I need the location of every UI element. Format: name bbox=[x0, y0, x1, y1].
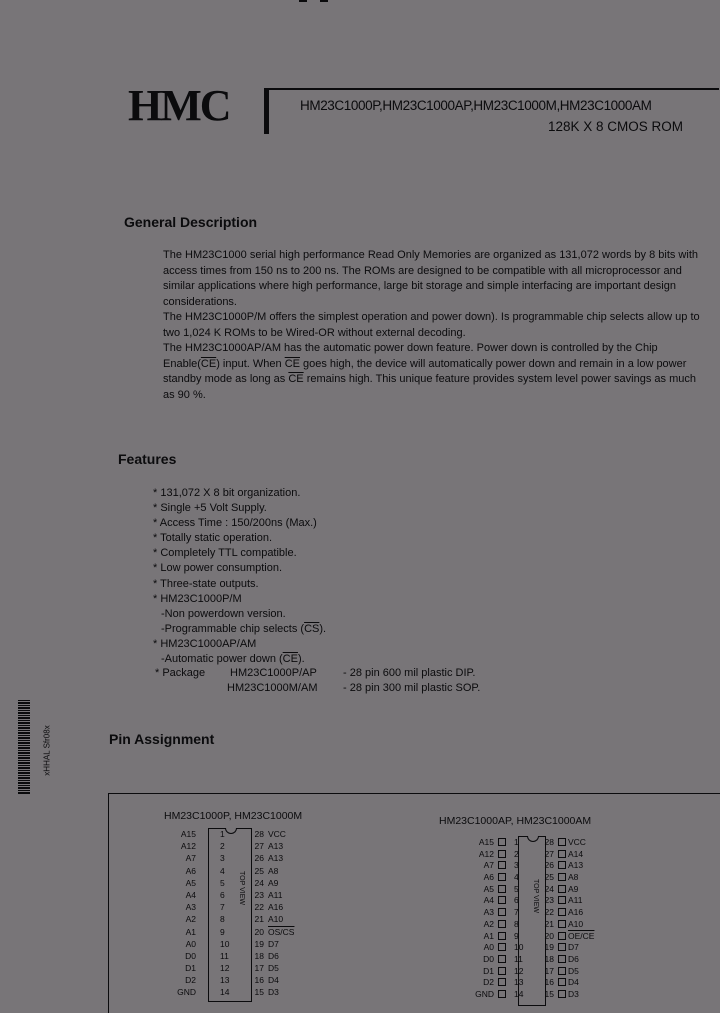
top-view-label: TOP VIEW bbox=[532, 879, 539, 913]
pin-number: 10 bbox=[514, 942, 524, 953]
pin-name: A16 bbox=[268, 902, 284, 913]
pin-number: 11 bbox=[514, 953, 523, 964]
pin-number: 27 bbox=[254, 841, 264, 852]
pin-name: A2 bbox=[185, 914, 196, 925]
ce-signal: $\overline{CE}$ bbox=[282, 653, 298, 666]
pin-number: 22 bbox=[254, 902, 264, 913]
pin-name: D0 bbox=[185, 950, 196, 961]
pin-name: GND bbox=[177, 987, 196, 998]
pin-pad bbox=[498, 943, 506, 951]
top-view-label: TOP VIEW bbox=[238, 871, 245, 905]
scan-mark-top bbox=[299, 0, 307, 2]
pin-number: 24 bbox=[254, 877, 264, 888]
pin-pad bbox=[558, 908, 566, 916]
pin-name: A12 bbox=[180, 841, 196, 852]
pin-pad bbox=[558, 885, 566, 893]
pin-pad bbox=[558, 990, 566, 998]
pin-number: 7 bbox=[220, 902, 225, 913]
pin-number: 26 bbox=[254, 853, 264, 864]
feature-subitem bbox=[153, 622, 326, 637]
feature-subitem-text: -Automatic power down ( bbox=[161, 653, 283, 666]
pin-pad bbox=[498, 967, 506, 975]
pin-number: 4 bbox=[220, 865, 225, 876]
pin-pad bbox=[558, 896, 566, 904]
pin-pad bbox=[498, 885, 506, 893]
pin-pad bbox=[498, 932, 506, 940]
feature-item: * HM23C1000AP/AM bbox=[153, 637, 257, 650]
pin-pad bbox=[498, 896, 506, 904]
pin-pad bbox=[558, 967, 566, 975]
pin-name: A3 bbox=[483, 907, 494, 918]
pin-number: 4 bbox=[514, 872, 519, 883]
pin-pad bbox=[558, 850, 566, 858]
pin-name: A8 bbox=[568, 872, 579, 883]
close-paren: ). bbox=[319, 622, 327, 635]
pin-pad bbox=[498, 838, 506, 846]
package-model: HM23C1000M/AM bbox=[227, 682, 318, 694]
pin-name: OS/CS bbox=[268, 926, 295, 937]
description-paragraph-3 bbox=[163, 341, 703, 403]
pin-number: 5 bbox=[220, 877, 225, 888]
pin-number: 7 bbox=[514, 907, 519, 918]
pin-number: 13 bbox=[220, 975, 230, 986]
pin-number: 15 bbox=[254, 987, 264, 998]
features-heading: Features bbox=[118, 451, 177, 467]
pin-name: D6 bbox=[268, 950, 279, 961]
pin-number: 9 bbox=[220, 926, 225, 937]
pin-name: D2 bbox=[483, 977, 494, 988]
chip-notch bbox=[527, 836, 539, 842]
pin-name: D5 bbox=[268, 963, 279, 974]
pin-number: 13 bbox=[514, 977, 524, 988]
package-label: * Package bbox=[155, 667, 206, 679]
pin-number: 14 bbox=[514, 988, 524, 999]
pin-number: 25 bbox=[254, 865, 264, 876]
pin-name: D3 bbox=[268, 987, 279, 998]
pin-name: GND bbox=[475, 988, 494, 999]
pin-number: 20 bbox=[544, 930, 554, 941]
pin-number: 19 bbox=[254, 938, 264, 949]
pin-pad bbox=[558, 920, 566, 928]
pin-number: 23 bbox=[254, 889, 264, 900]
feature-item: * Access Time : 150/200ns (Max.) bbox=[153, 517, 317, 530]
feature-item: * 131,072 X 8 bit organization. bbox=[153, 487, 301, 499]
pin-number: 11 bbox=[220, 950, 229, 961]
desc-p3-part-b: ) input. When bbox=[216, 357, 285, 370]
pin-number: 3 bbox=[514, 860, 519, 871]
pin-pad bbox=[558, 861, 566, 869]
pin-name: OE/CE bbox=[568, 930, 595, 941]
ce-signal-3: $\overline{CE}$ bbox=[288, 373, 304, 385]
pin-name: A0 bbox=[483, 942, 494, 953]
package-model: HM23C1000P/AP bbox=[230, 667, 317, 679]
pin-number: 17 bbox=[254, 963, 264, 974]
pin-name: A6 bbox=[483, 872, 494, 883]
pin-pad bbox=[498, 920, 506, 928]
package-desc: - 28 pin 300 mil plastic SOP. bbox=[343, 682, 481, 694]
pin-name: A1 bbox=[483, 930, 494, 941]
side-code: xHHAL Sfr08x bbox=[42, 725, 52, 776]
pin-number: 3 bbox=[220, 853, 225, 864]
desc-p3-part-a: The HM23C1000AP/AM has the automatic power down feature. Power down is controlled by the Chip Enable( bbox=[163, 342, 658, 370]
ce-signal: $\overline{CE}$ bbox=[200, 357, 217, 370]
part-numbers: HM23C1000P,HM23C1000AP,HM23C1000M,HM23C1000AM bbox=[300, 98, 652, 113]
pin-number: 2 bbox=[514, 848, 519, 859]
pin-number: 21 bbox=[544, 918, 554, 929]
features-list bbox=[153, 486, 326, 667]
desc-p3-part-c: goes high, the device will automatically power down and remain in a low power standby mode as long as bbox=[163, 357, 687, 385]
pin-name: A7 bbox=[483, 860, 494, 871]
pin-name: D1 bbox=[185, 963, 196, 974]
pin-name: A13 bbox=[268, 841, 284, 852]
pin-number: 14 bbox=[220, 987, 230, 998]
pin-name: A15 bbox=[478, 837, 494, 847]
pin-name: A2 bbox=[483, 918, 494, 929]
pin-number: 19 bbox=[544, 942, 554, 953]
product-subtitle: 128K X 8 CMOS ROM bbox=[548, 119, 684, 134]
pin-number: 27 bbox=[544, 848, 554, 859]
pin-name: A11 bbox=[268, 889, 283, 900]
pin-number: 28 bbox=[544, 837, 554, 847]
pin-number: 23 bbox=[544, 895, 554, 906]
pin-name: VCC bbox=[268, 829, 286, 839]
pin-name: D7 bbox=[568, 942, 579, 953]
pin-name: A0 bbox=[185, 938, 196, 949]
pin-number: 16 bbox=[254, 975, 264, 986]
pin-name: D7 bbox=[268, 938, 279, 949]
pin-number: 8 bbox=[514, 918, 519, 929]
pin-assignment-box bbox=[108, 793, 720, 1013]
pin-number: 1 bbox=[220, 829, 225, 839]
feature-item: * HM23C1000P/M bbox=[153, 592, 242, 605]
desc-p3-part-d: remains high. This unique feature provides system level power savings as much as 90 %. bbox=[163, 373, 696, 401]
feature-subitem-text: -Programmable chip selects ( bbox=[161, 622, 305, 635]
feature-subitem: -Non powerdown version. bbox=[161, 607, 286, 620]
pin-number: 8 bbox=[220, 914, 225, 925]
pin-pad bbox=[498, 955, 506, 963]
pin-pad bbox=[498, 850, 506, 858]
pin-number: 9 bbox=[514, 930, 519, 941]
cs-signal: $\overline{CS}$ bbox=[304, 622, 320, 635]
pin-pad bbox=[558, 932, 566, 940]
pin-name: A5 bbox=[483, 883, 494, 894]
general-description-text bbox=[163, 248, 703, 403]
pin-number: 5 bbox=[514, 883, 519, 894]
pin-number: 10 bbox=[220, 938, 230, 949]
pin-pad bbox=[558, 955, 566, 963]
pin-name: A4 bbox=[185, 889, 196, 900]
pin-number: 12 bbox=[220, 963, 230, 974]
pin-name: A9 bbox=[568, 883, 579, 894]
pin-pad bbox=[498, 990, 506, 998]
pin-number: 25 bbox=[544, 872, 554, 883]
pin-pad bbox=[558, 873, 566, 881]
pin-name: A5 bbox=[185, 877, 196, 888]
pin-name: D6 bbox=[568, 953, 579, 964]
pin-name: D4 bbox=[268, 975, 279, 986]
pin-number: 15 bbox=[544, 988, 554, 999]
feature-subitem bbox=[153, 652, 326, 667]
pin-number: 16 bbox=[544, 977, 554, 988]
pin-name: A6 bbox=[185, 865, 196, 876]
pin-name: A14 bbox=[568, 848, 584, 859]
pin-number: 20 bbox=[254, 926, 264, 937]
scan-mark-top-2 bbox=[320, 0, 328, 2]
pin-number: 24 bbox=[544, 883, 554, 894]
pin-name: A3 bbox=[185, 902, 196, 913]
pin-number: 21 bbox=[254, 914, 264, 925]
pin-number: 22 bbox=[544, 907, 554, 918]
package2-title: HM23C1000AP, HM23C1000AM bbox=[439, 815, 592, 827]
feature-item: * Three-state outputs. bbox=[153, 577, 259, 590]
pin-name: A9 bbox=[268, 877, 279, 888]
pin-name: A10 bbox=[268, 914, 284, 925]
pin-name: A7 bbox=[185, 853, 196, 864]
pin-number: 28 bbox=[254, 829, 264, 839]
pin-pad bbox=[558, 978, 566, 986]
pin-number: 12 bbox=[514, 965, 524, 976]
feature-item: * Single +5 Volt Supply. bbox=[153, 502, 267, 515]
pin-name: D5 bbox=[568, 965, 579, 976]
close-paren: ). bbox=[297, 653, 305, 666]
feature-item: * Low power consumption. bbox=[153, 562, 283, 575]
feature-item: * Completely TTL compatible. bbox=[153, 547, 297, 560]
barcode bbox=[18, 700, 30, 795]
pin-name: A8 bbox=[268, 865, 279, 876]
pin-name: D1 bbox=[483, 965, 494, 976]
package-desc: - 28 pin 600 mil plastic DIP. bbox=[343, 667, 476, 679]
pin-number: 1 bbox=[514, 837, 519, 847]
pin-number: 18 bbox=[254, 950, 264, 961]
pin-pad bbox=[498, 861, 506, 869]
description-paragraph-1: The HM23C1000 serial high performance Read Only Memories are organized as 131,072 words by 8 bits with access times from 150 ns to 200 ns. The ROMs are designed to be compatible with all microprocessor and similar applications where high performance, large bit storage and simple interfacing are important design considerations. bbox=[163, 249, 698, 308]
description-paragraph-2: The HM23C1000P/M offers the simplest operation and power down). Is programmable chip selects allow up to two 1,024 K ROMs to be Wired-OR without external decoding. bbox=[163, 311, 700, 339]
pin-name: D0 bbox=[483, 953, 494, 964]
pin-number: 18 bbox=[544, 953, 554, 964]
ce-signal-2: $\overline{CE}$ bbox=[284, 357, 300, 370]
pin-name: D4 bbox=[568, 977, 579, 988]
pin-number: 17 bbox=[544, 965, 554, 976]
pin-pad bbox=[498, 978, 506, 986]
pin-pad bbox=[558, 838, 566, 846]
pin-name: A16 bbox=[568, 907, 584, 918]
pin-pad bbox=[498, 873, 506, 881]
pin-name: D2 bbox=[185, 975, 196, 986]
package1-title: HM23C1000P, HM23C1000M bbox=[164, 810, 303, 822]
pin-number: 2 bbox=[220, 841, 225, 852]
pin-pad bbox=[558, 943, 566, 951]
pin-name: A1 bbox=[185, 926, 196, 937]
pin-number: 26 bbox=[544, 860, 554, 871]
pin-name: D3 bbox=[568, 988, 579, 999]
pin-number: 6 bbox=[514, 895, 519, 906]
general-description-heading: General Description bbox=[124, 214, 258, 230]
pin-number: 6 bbox=[220, 889, 225, 900]
pin-pad bbox=[498, 908, 506, 916]
pin-name: A15 bbox=[180, 829, 196, 839]
pin-assignment-heading: Pin Assignment bbox=[109, 731, 215, 747]
pin-name: A11 bbox=[568, 895, 583, 906]
pin-name: A12 bbox=[478, 848, 494, 859]
company-logo: HMC bbox=[128, 86, 238, 126]
pin-name: VCC bbox=[568, 837, 586, 847]
feature-item: * Totally static operation. bbox=[153, 532, 273, 545]
pin-name: A4 bbox=[483, 895, 494, 906]
pin-name: A10 bbox=[568, 918, 584, 929]
pin-name: A13 bbox=[568, 860, 584, 871]
pin-name: A13 bbox=[268, 853, 284, 864]
